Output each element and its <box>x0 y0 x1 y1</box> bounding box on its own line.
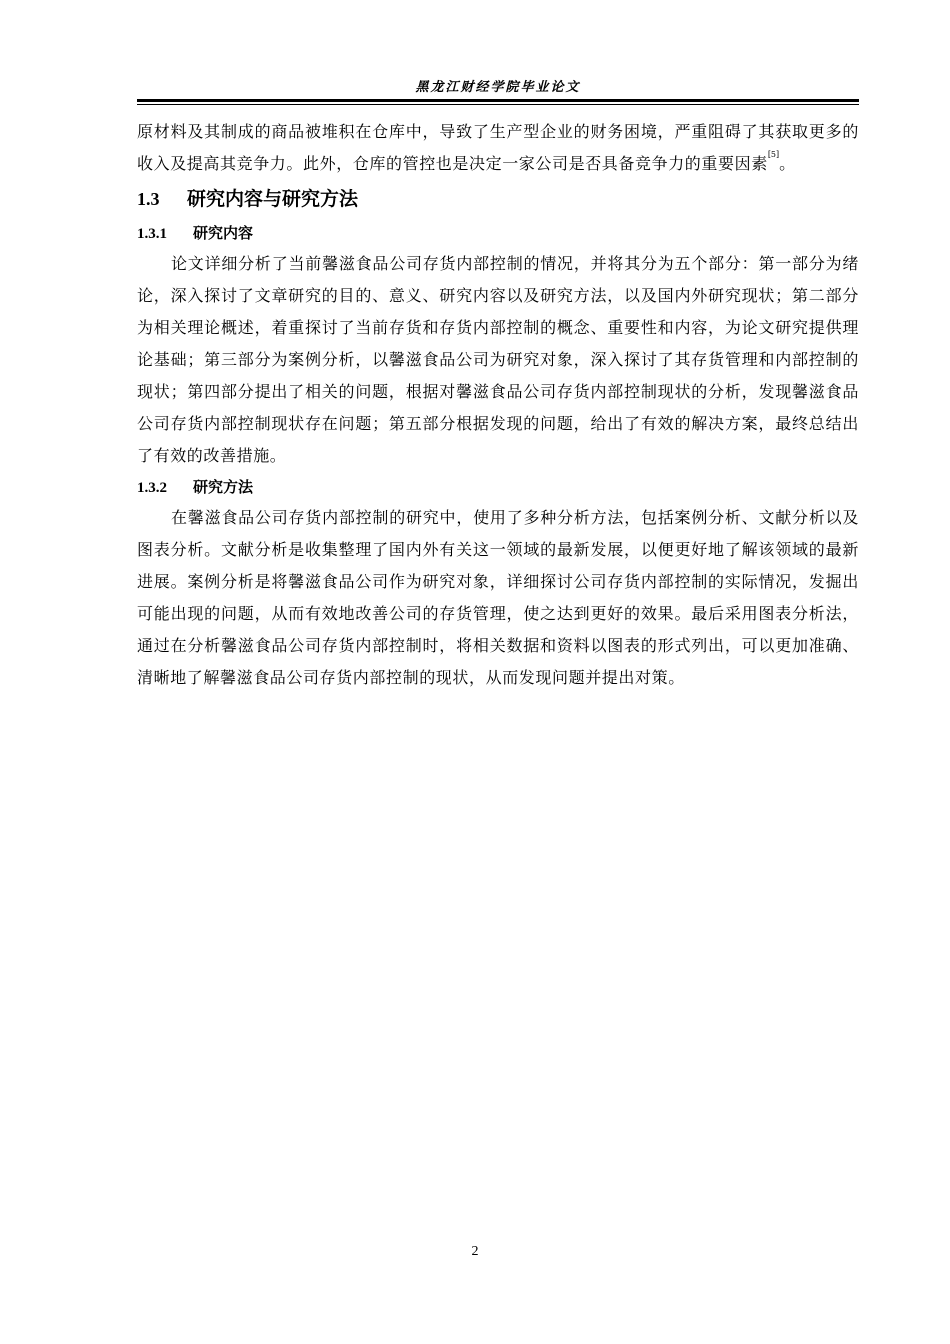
research-method-paragraph: 在馨滋食品公司存货内部控制的研究中，使用了多种分析方法，包括案例分析、文献分析以及图表分析。文献分析是收集整理了国内外有关这一领域的最新发展，以便更好地了解该领域的最新进展。案例分析是将馨滋食品公司作为研究对象，详细探讨公司存货内部控制的实际情况，发掘出可能出现的问题，从而有效地改善公司的存货管理，使之达到更好的效果。最后采用图表分析法，通过在分析馨滋食品公司存货内部控制时，将相关数据和资料以图表的形式列出，可以更加准确、清晰地了解馨滋食品公司存货内部控制的现状，从而发现问题并提出对策。 <box>137 508 859 687</box>
subsection-title: 研究方法 <box>193 478 254 496</box>
citation-reference[interactable]: [5] <box>767 150 780 159</box>
header-rule-thin <box>137 104 859 105</box>
subsection-heading-1-3-1 <box>137 218 859 248</box>
header-rule-thick <box>137 99 859 102</box>
page-number: 2 <box>471 1244 479 1259</box>
running-header: 黑龙江财经学院毕业论文 <box>415 80 581 95</box>
subsection-title: 研究内容 <box>193 224 254 242</box>
document-body <box>137 116 859 694</box>
subsection-heading-1-3-2 <box>137 472 859 502</box>
intro-paragraph-text: 原材料及其制成的商品被堆积在仓库中，导致了生产型企业的财务困境，严重阻碍了其获取更多的收入及提高其竞争力。此外，仓库的管控也是决定一家公司是否具备竞争力的重要因素 <box>137 122 859 173</box>
section-title: 研究内容与研究方法 <box>187 188 359 210</box>
section-heading-1-3 <box>137 180 859 218</box>
subsection-number: 1.3.2 <box>137 480 167 496</box>
intro-paragraph <box>137 116 859 180</box>
subsection-number: 1.3.1 <box>137 226 167 242</box>
research-content-paragraph: 论文详细分析了当前馨滋食品公司存货内部控制的情况，并将其分为五个部分：第一部分为绪论，深入探讨了文章研究的目的、意义、研究内容以及研究方法，以及国内外研究现状；第二部分为相关理论概述，着重探讨了当前存货和存货内部控制的概念、重要性和内容，为论文研究提供理论基础；第三部分为案例分析，以馨滋食品公司为研究对象，深入探讨了其存货管理和内部控制的现状；第四部分提出了相关的问题，根据对馨滋食品公司存货内部控制现状的分析，发现馨滋食品公司存货内部控制现状存在问题；第五部分根据发现的问题，给出了有效的解决方案，最终总结出了有效的改善措施。 <box>137 254 859 465</box>
intro-paragraph-end: 。 <box>779 154 796 173</box>
section-number: 1.3 <box>137 189 160 209</box>
